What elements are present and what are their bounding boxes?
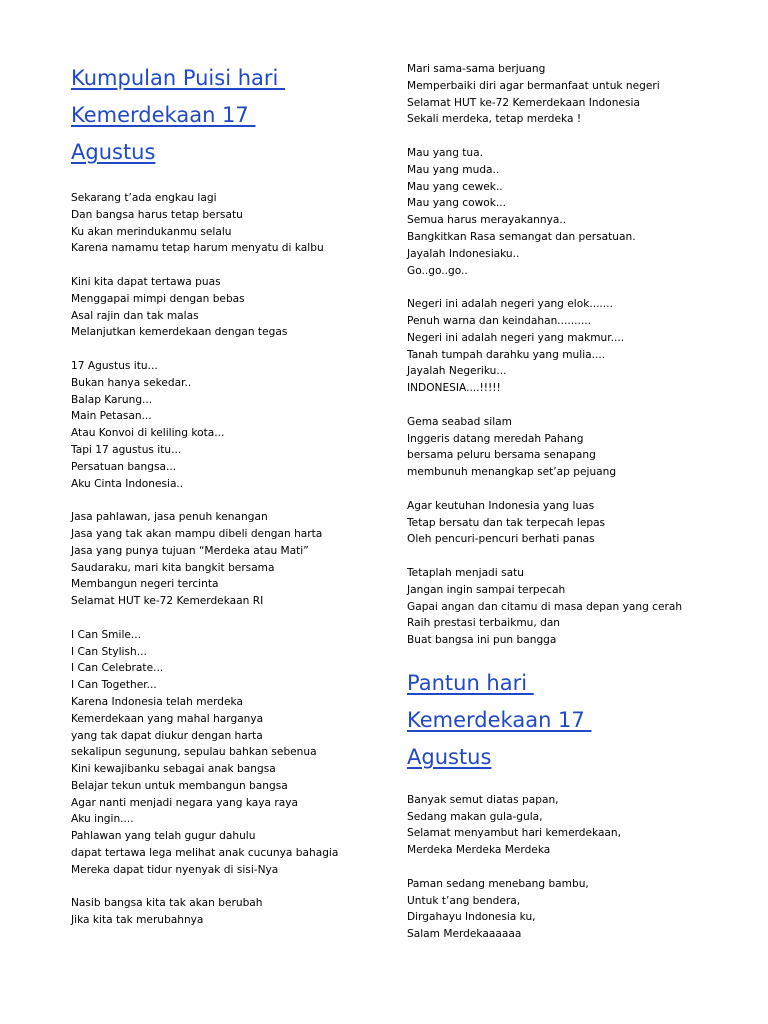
heading-line[interactable]: Kemerdekaan 17 (71, 103, 256, 127)
verse-line: Sekali merdeka, tetap merdeka ! (407, 113, 582, 126)
verse-line: 17 Agustus itu... (71, 359, 158, 372)
verse-line: Tetaplah menjadi satu (407, 566, 524, 579)
verse-line: Atau Konvoi di keliling kota... (71, 427, 225, 440)
verse-line: Gema seabad silam (407, 415, 512, 428)
pantun-body (407, 792, 747, 943)
verse-line: Banyak semut diatas papan, (407, 793, 559, 806)
verse-line: I Can Celebrate... (71, 662, 164, 675)
verse-line: Mereka dapat tidur nyenyak di sisi-Nya (71, 863, 279, 876)
verse-line: yang tak dapat diukur dengan harta (71, 729, 263, 742)
verse-line: Jika kita tak merubahnya (71, 914, 204, 927)
verse-line: Nasib bangsa kita tak akan berubah (71, 897, 263, 910)
verse-line: Jasa yang punya tujuan “Merdeka atau Mati” (71, 544, 309, 557)
verse-line: sekalipun segunung, sepulau bahkan sebenua (71, 746, 317, 759)
verse-line: Mau yang cowok... (407, 197, 506, 210)
heading-line[interactable]: Kumpulan Puisi hari (71, 66, 286, 90)
verse-line: Paman sedang menebang bambu, (407, 877, 589, 890)
verse-line: Mau yang tua. (407, 146, 484, 159)
verse-line: Gapai angan dan citamu di masa depan yang cerah (407, 600, 683, 613)
verse-line: Negeri ini adalah negeri yang makmur.... (407, 331, 625, 344)
verse-line: Tetap bersatu dan tak terpecah lepas (407, 516, 606, 529)
verse-line: Selamat HUT ke-72 Kemerdekaan Indonesia (407, 96, 640, 109)
verse-line: Membangun negeri tercinta (71, 578, 219, 591)
pantun-heading[interactable] (407, 665, 747, 776)
verse-line: Jayalah Indonesiaku.. (407, 247, 520, 260)
verse-line: Dirgahayu Indonesia ku, (407, 911, 536, 924)
stanza (71, 895, 381, 929)
verse-line: INDONESIA....!!!!! (407, 382, 501, 395)
stanza (71, 274, 381, 341)
stanza (407, 414, 747, 481)
verse-line: Jayalah Negeriku... (407, 365, 507, 378)
stanza (71, 358, 381, 492)
verse-line: Agar keutuhan Indonesia yang luas (407, 499, 595, 512)
stanza (71, 627, 381, 879)
verse-line: Dan bangsa harus tetap bersatu (71, 208, 243, 221)
verse-line: Salam Merdekaaaaaa (407, 928, 522, 941)
heading-line[interactable]: Kemerdekaan 17 (407, 707, 592, 732)
right-column (407, 61, 747, 943)
stanza (407, 61, 747, 128)
verse-line: bersama peluru bersama senapang (407, 449, 596, 462)
stanza (71, 190, 381, 257)
heading-line[interactable]: Pantun hari (407, 670, 534, 695)
heading-line[interactable]: Agustus (407, 744, 492, 769)
verse-line: Sekarang t’ada engkau lagi (71, 192, 217, 204)
verse-line: Negeri ini adalah negeri yang elok....... (407, 298, 613, 311)
verse-line: Untuk t’ang bendera, (407, 894, 521, 907)
verse-line: Inggeris datang meredah Pahang (407, 432, 584, 445)
verse-line: Melanjutkan kemerdekaan dengan tegas (71, 326, 288, 339)
verse-line: Mau yang cewek.. (407, 180, 503, 193)
verse-line: Buat bangsa ini pun bangga (407, 634, 557, 647)
verse-line: Jasa yang tak akan mampu dibeli dengan harta (71, 527, 323, 540)
stanza (407, 296, 747, 397)
poem-body-continued (407, 61, 747, 649)
verse-line: Persatuan bangsa... (71, 460, 177, 473)
verse-line: Menggapai mimpi dengan bebas (71, 292, 245, 305)
verse-line: Karena namamu tetap harum menyatu di kalbu (71, 242, 324, 255)
verse-line: I Can Stylish... (71, 645, 147, 658)
verse-line: Semua harus merayakannya.. (407, 214, 567, 227)
verse-line: dapat tertawa lega melihat anak cucunya bahagia (71, 847, 339, 860)
verse-line: Karena Indonesia telah merdeka (71, 695, 243, 708)
left-column (71, 60, 381, 929)
stanza (407, 792, 747, 859)
stanza (407, 145, 747, 279)
verse-line: Mari sama-sama berjuang (407, 63, 546, 75)
heading-line[interactable]: Agustus (71, 140, 156, 164)
verse-line: Saudaraku, mari kita bangkit bersama (71, 561, 275, 574)
stanza (407, 876, 747, 943)
verse-line: I Can Smile... (71, 628, 142, 641)
verse-line: Jangan ingin sampai terpecah (407, 583, 566, 596)
verse-line: Main Petasan... (71, 410, 152, 423)
verse-line: Kini kewajibanku sebagai anak bangsa (71, 763, 276, 776)
verse-line: Pahlawan yang telah gugur dahulu (71, 830, 256, 843)
verse-line: Raih prestasi terbaikmu, dan (407, 617, 561, 630)
verse-line: Belajar tekun untuk membangun bangsa (71, 779, 288, 792)
verse-line: Kemerdekaan yang mahal harganya (71, 712, 264, 725)
verse-line: Penuh warna dan keindahan.......... (407, 314, 591, 327)
verse-line: Jasa pahlawan, jasa penuh kenangan (71, 511, 268, 524)
verse-line: Balap Karung... (71, 393, 153, 406)
verse-line: Bangkitkan Rasa semangat dan persatuan. (407, 230, 636, 243)
verse-line: Asal rajin dan tak malas (71, 309, 199, 322)
verse-line: Sedang makan gula-gula, (407, 810, 543, 823)
verse-line: I Can Together... (71, 679, 157, 692)
verse-line: Agar nanti menjadi negara yang kaya raya (71, 796, 298, 809)
poem-collection-heading[interactable] (71, 60, 381, 171)
verse-line: Mau yang muda.. (407, 163, 500, 176)
verse-line: Memperbaiki diri agar bermanfaat untuk negeri (407, 79, 660, 92)
verse-line: Aku Cinta Indonesia.. (71, 477, 184, 490)
verse-line: Selamat menyambut hari kemerdekaan, (407, 827, 622, 840)
verse-line: Go..go..go.. (407, 264, 468, 277)
verse-line: Tapi 17 agustus itu... (71, 443, 182, 456)
stanza (407, 565, 747, 649)
stanza (71, 509, 381, 610)
verse-line: Ku akan merindukanmu selalu (71, 225, 232, 238)
verse-line: Merdeka Merdeka Merdeka (407, 844, 551, 857)
verse-line: Aku ingin.... (71, 813, 134, 826)
stanza (407, 498, 747, 548)
verse-line: Bukan hanya sekedar.. (71, 376, 192, 389)
verse-line: Oleh pencuri-pencuri berhati panas (407, 533, 595, 546)
verse-line: membunuh menangkap set’ap pejuang (407, 466, 617, 479)
verse-line: Kini kita dapat tertawa puas (71, 275, 221, 288)
poem-body (71, 190, 381, 929)
verse-line: Selamat HUT ke-72 Kemerdekaan RI (71, 595, 264, 608)
verse-line: Tanah tumpah darahku yang mulia.... (407, 348, 606, 361)
